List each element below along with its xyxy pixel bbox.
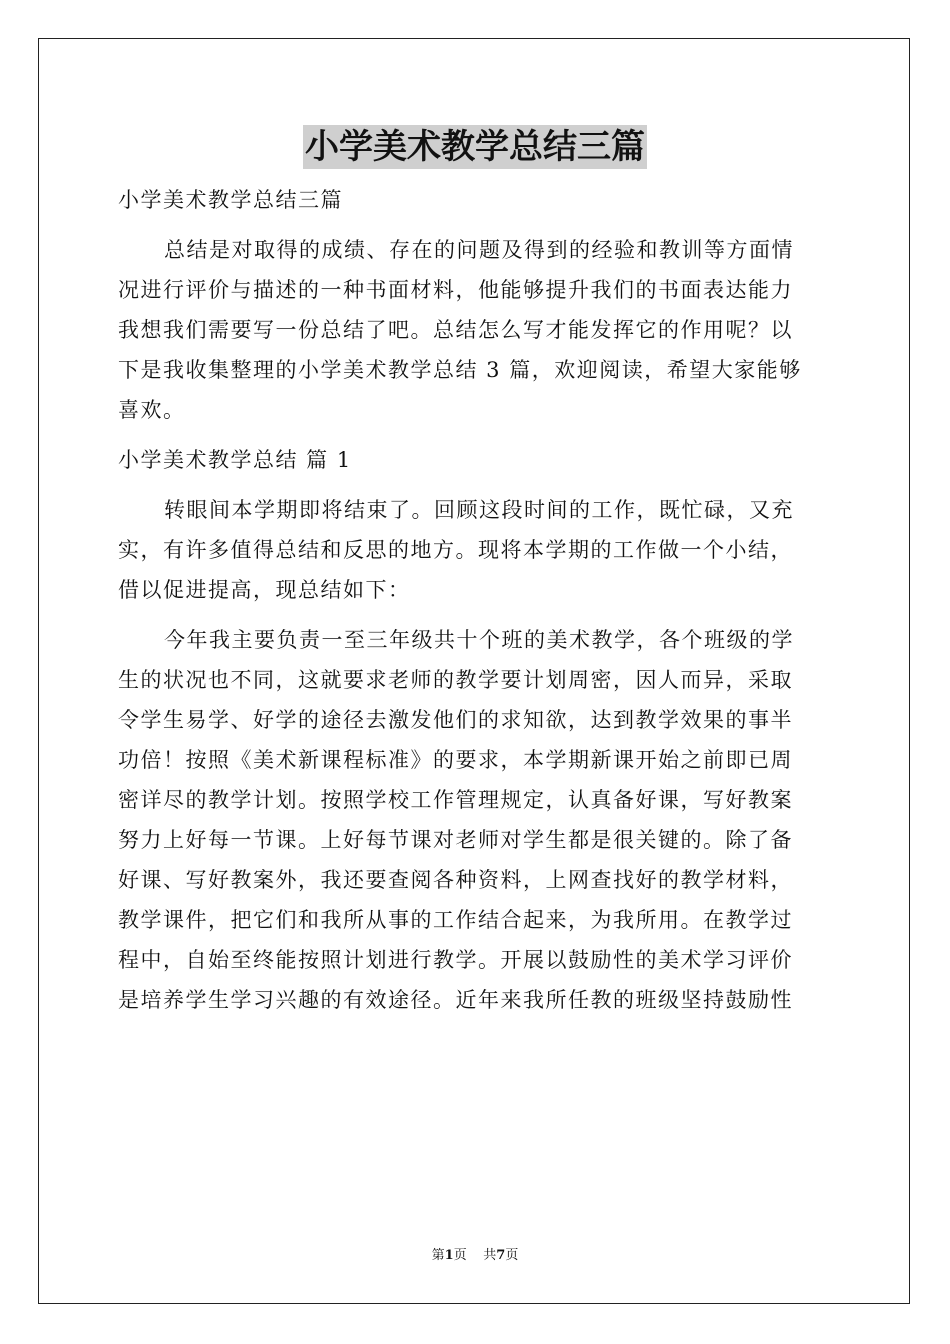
paragraph-gap	[118, 610, 834, 620]
footer-total-suffix: 页	[505, 1248, 519, 1263]
text-line: 转眼间本学期即将结束了。回顾这段时间的工作，既忙碌，又充	[164, 498, 794, 522]
text-line: 生的状况也不同，这就要求老师的教学要计划周密，因人而异，采取	[118, 668, 793, 692]
text-line: 借以促进提高，现总结如下：	[118, 578, 411, 602]
text-line: 功倍！按照《美术新课程标准》的要求，本学期新课开始之前即已周	[118, 748, 793, 772]
footer-page-prefix: 第	[431, 1248, 445, 1263]
footer-page-suffix: 页	[453, 1248, 467, 1263]
footer-page-number: 1	[444, 1248, 454, 1263]
page-footer	[0, 1246, 950, 1266]
text-line: 是培养学生学习兴趣的有效途径。近年来我所任教的班级坚持鼓励性	[118, 988, 793, 1012]
text-line: 小学美术教学总结 篇 1	[118, 448, 352, 472]
text-line: 努力上好每一节课。上好每节课对老师对学生都是很关键的。除了备	[118, 828, 793, 852]
text-line: 我想我们需要写一份总结了吧。总结怎么写才能发挥它的作用呢？以	[118, 318, 793, 342]
text-line: 教学课件，把它们和我所从事的工作结合起来，为我所用。在教学过	[118, 908, 793, 932]
text-line: 今年我主要负责一至三年级共十个班的美术教学，各个班级的学	[164, 628, 794, 652]
footer-total-pages: 7	[496, 1248, 506, 1263]
footer-total-prefix: 共	[483, 1248, 497, 1263]
text-line: 下是我收集整理的小学美术教学总结 3 篇，欢迎阅读，希望大家能够	[118, 358, 802, 382]
title-area	[0, 125, 950, 169]
text-line: 程中，自始至终能按照计划进行教学。开展以鼓励性的美术学习评价	[118, 948, 793, 972]
text-line: 小学美术教学总结三篇	[118, 188, 343, 212]
document-body	[118, 180, 834, 1020]
text-line: 总结是对取得的成绩、存在的问题及得到的经验和教训等方面情	[164, 238, 794, 262]
paragraph-gap	[118, 430, 834, 440]
text-line: 密详尽的教学计划。按照学校工作管理规定，认真备好课，写好教案	[118, 788, 793, 812]
document-title: 小学美术教学总结三篇	[305, 127, 645, 167]
paragraph-gap	[118, 480, 834, 490]
text-line: 况进行评价与描述的一种书面材料，他能够提升我们的书面表达能力	[118, 278, 793, 302]
text-line: 喜欢。	[118, 398, 186, 422]
text-line: 实，有许多值得总结和反思的地方。现将本学期的工作做一个小结，	[118, 538, 793, 562]
paragraph-gap	[118, 220, 834, 230]
text-line: 好课、写好教案外，我还要查阅各种资料，上网查找好的教学材料，	[118, 868, 793, 892]
text-line: 令学生易学、好学的途径去激发他们的求知欲，达到教学效果的事半	[118, 708, 793, 732]
